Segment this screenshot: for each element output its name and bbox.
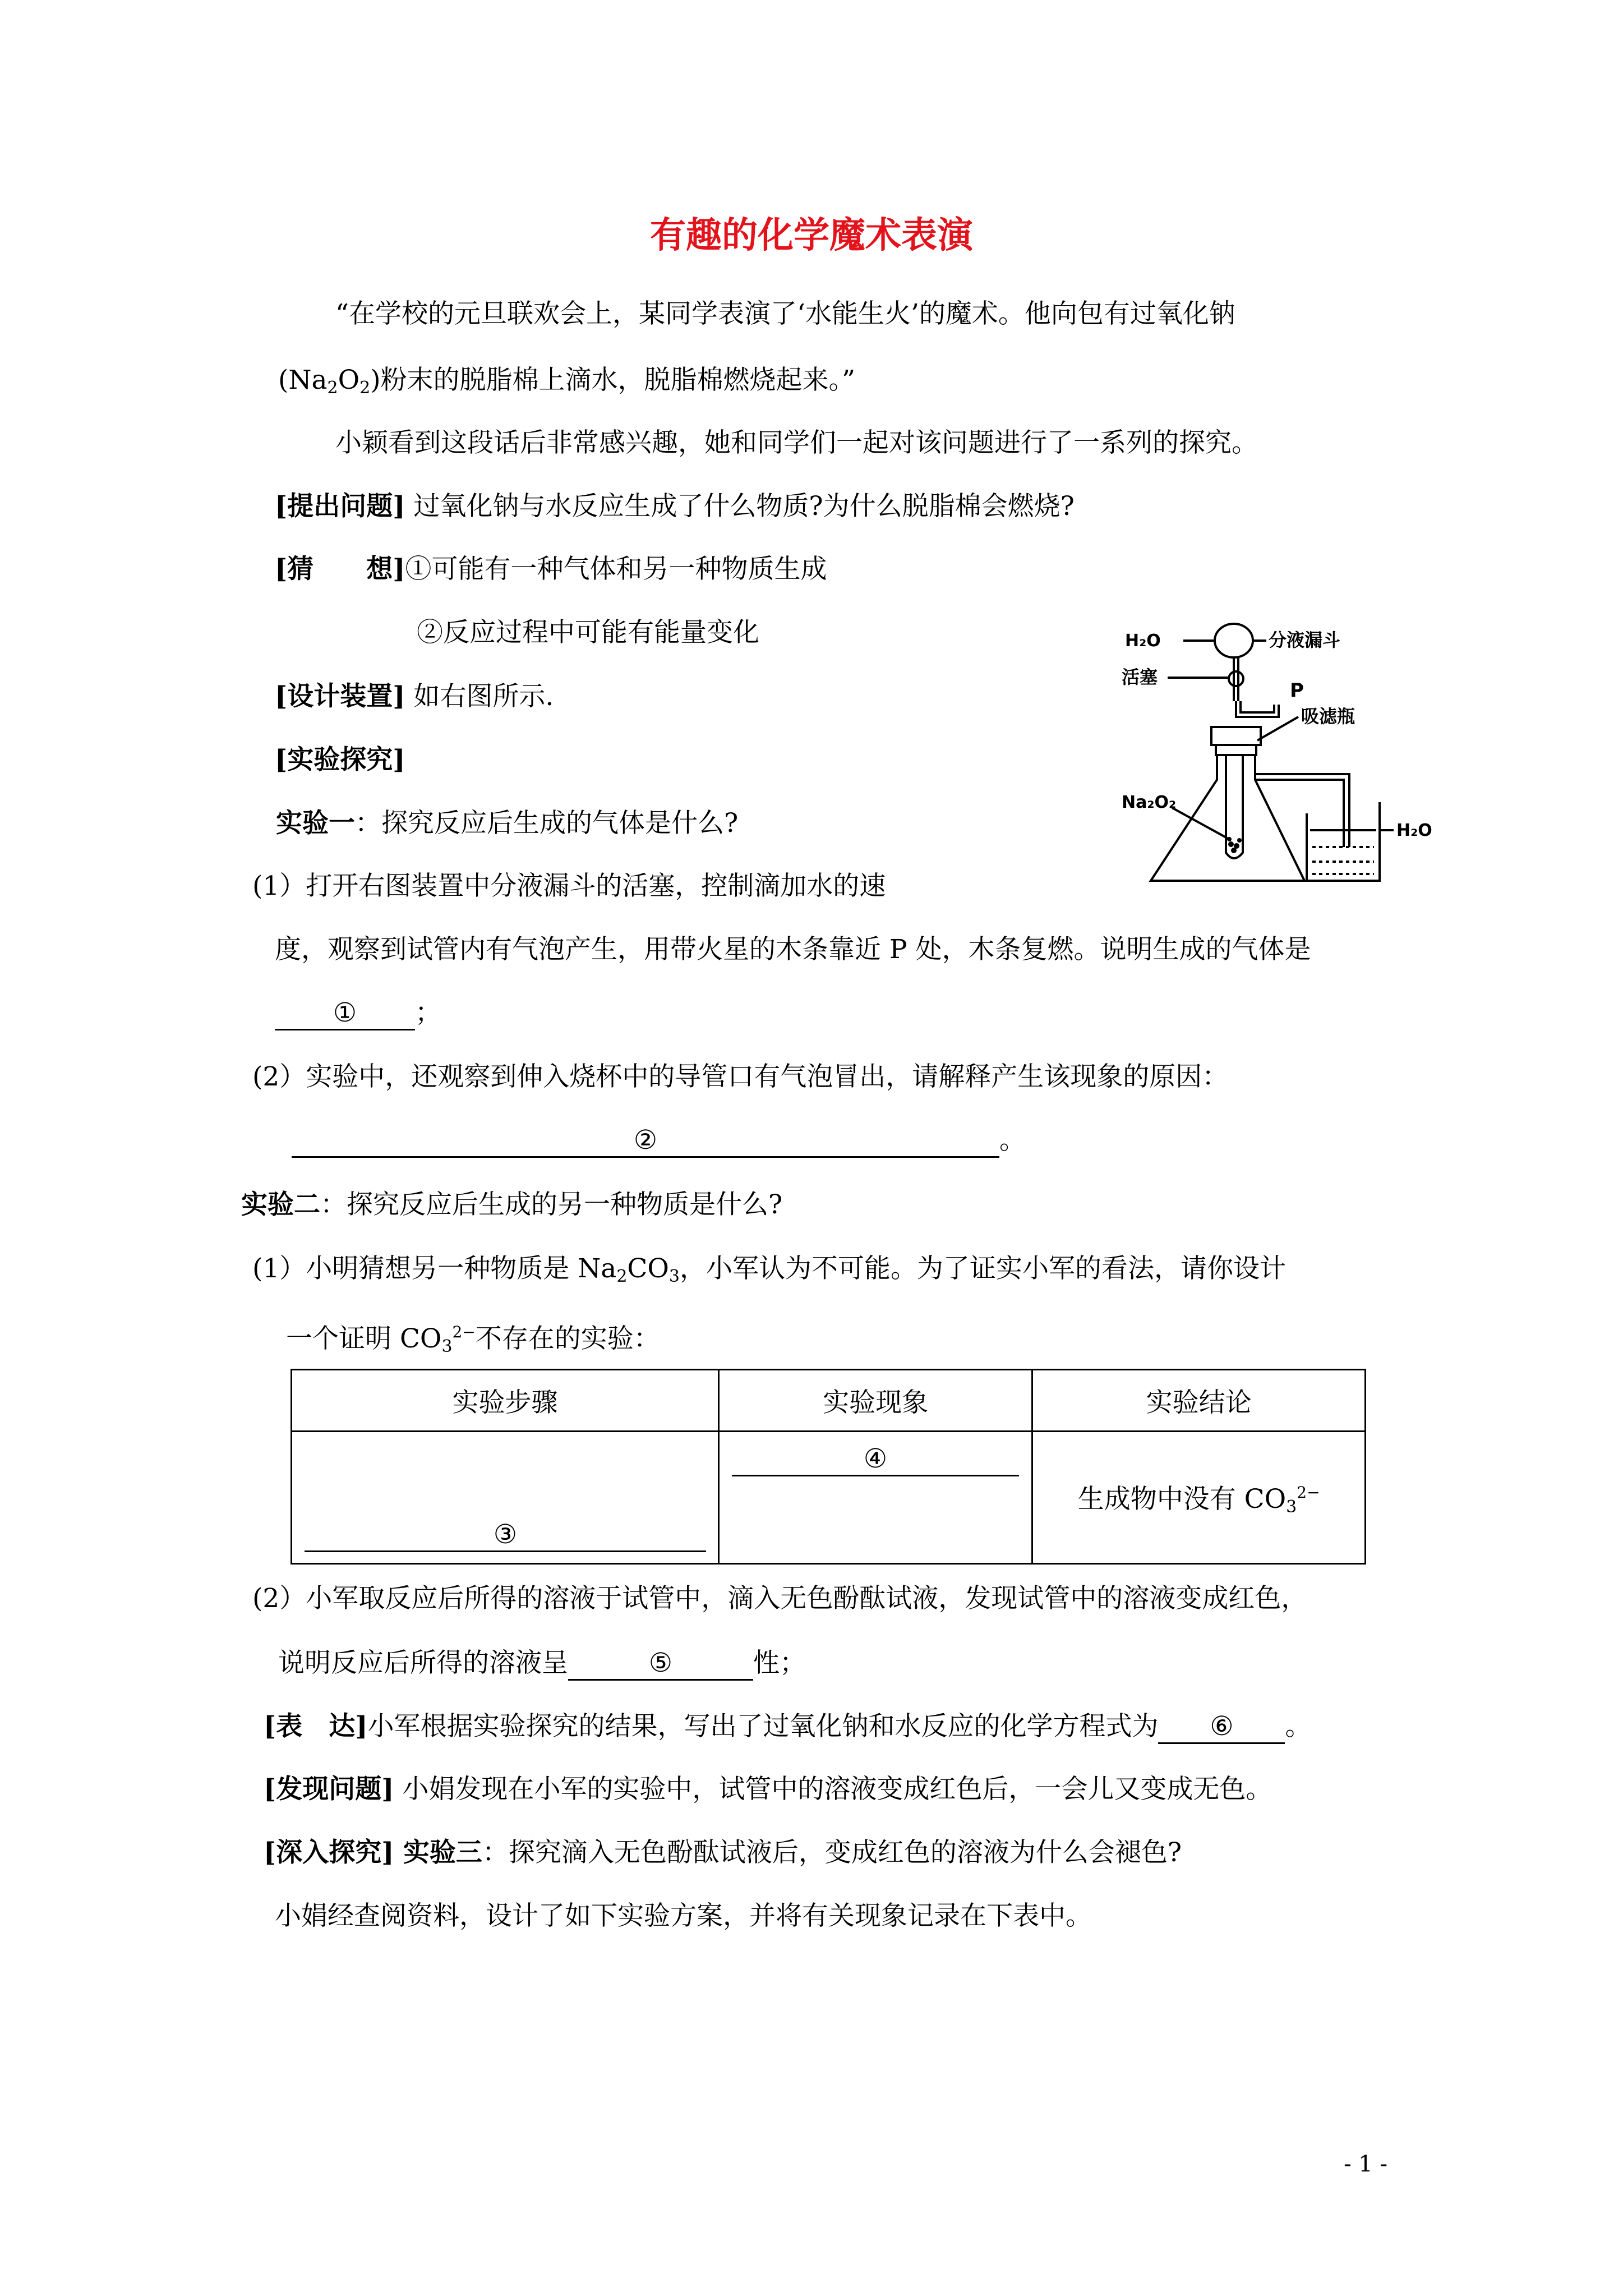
funnel-bulb: [1215, 624, 1253, 657]
exp1-step1-line2: 度，观察到试管内有气泡产生，用带火星的木条靠近 P 处，木条复燃。说明生成的气体是: [275, 934, 1311, 965]
discover-line: [发现问题] 小娟发现在小军的实验中，试管中的溶液变成红色后，一会儿又变成无色。: [264, 1774, 1272, 1805]
answer-blank-4[interactable]: ④: [732, 1443, 1019, 1476]
exp2-step2-line1: (2）小军取反应后所得的溶液于试管中，滴入无色酚酞试液，发现试管中的溶液变成红色，: [252, 1583, 1308, 1614]
table-header-steps: 实验步骤: [292, 1370, 719, 1432]
label-p: P: [1290, 679, 1304, 702]
guess-line-1: [猜 想]①可能有一种气体和另一种物质生成: [275, 554, 827, 585]
exp1-blank2-line: ② 。: [292, 1124, 1026, 1158]
page-number: - 1 -: [1344, 2151, 1387, 2177]
label-flask: 吸滤瓶: [1301, 706, 1355, 727]
table-cell-conclusion: 生成物中没有 $CO_3^{2-}$: [1032, 1432, 1366, 1564]
deep-line: [深入探究] 实验三：探究滴入无色酚酞试液后，变成红色的溶液为什么会褪色?: [264, 1837, 1182, 1868]
explore-heading: [实验探究]: [275, 744, 405, 775]
label-h2o-right: H₂O: [1396, 821, 1432, 840]
question-line: [提出问题] 过氧化钠与水反应生成了什么物质?为什么脱脂棉会燃烧?: [275, 491, 1075, 522]
exp2-step1-line2: 一个证明 $CO_3^{2-}$不存在的实验：: [286, 1323, 660, 1356]
exp2-title: 实验二：探究反应后生成的另一种物质是什么?: [241, 1189, 783, 1220]
experiment-table: [291, 1369, 1366, 1565]
intro-line-2: $(Na_2O_2)$粉末的脱脂棉上滴水，脱脂棉燃烧起来。”: [278, 365, 856, 398]
answer-blank-1[interactable]: ①: [275, 997, 415, 1030]
table-cell-steps: [292, 1432, 719, 1564]
label-h2o-top: H₂O: [1125, 631, 1161, 651]
stopcock-knob: [1229, 671, 1243, 686]
answer-blank-5[interactable]: ⑤: [568, 1648, 753, 1681]
table-header-conclusion: 实验结论: [1032, 1370, 1366, 1432]
express-line: [表 达]小军根据实验探究的结果，写出了过氧化钠和水反应的化学方程式为 ⑥ 。: [264, 1710, 1311, 1744]
answer-blank-2[interactable]: ②: [292, 1125, 999, 1158]
document-title: 有趣的化学魔术表演: [650, 214, 973, 256]
table-cell-phenomena: [718, 1432, 1032, 1564]
intro-line-3: 小颖看到这段话后非常感兴趣，她和同学们一起对该问题进行了一系列的探究。: [335, 427, 1258, 458]
answer-blank-3[interactable]: ③: [305, 1519, 706, 1552]
exp2-step1-line1: (1）小明猜想另一种物质是 $Na_2CO_3$，小军认为不可能。为了证实小军的看法，请你设计: [252, 1253, 1287, 1286]
label-funnel: 分液漏斗: [1269, 629, 1341, 651]
exp1-title: 实验一：探究反应后生成的气体是什么?: [276, 808, 739, 839]
exp1-blank1-line: ① ；: [275, 996, 441, 1030]
label-na2o2: Na₂O₂: [1122, 793, 1177, 812]
design-line: [设计装置] 如右图所示.: [275, 681, 554, 712]
table-header-phenomena: 实验现象: [718, 1370, 1032, 1432]
intro-line-1: “在学校的元旦联欢会上，某同学表演了‘水能生火’的魔术。他向包有过氧化钠: [335, 298, 1235, 329]
exp1-step1-line1: (1）打开右图装置中分液漏斗的活塞，控制滴加水的速: [252, 871, 886, 901]
test-tube: [1226, 755, 1243, 858]
answer-blank-6[interactable]: ⑥: [1158, 1711, 1285, 1744]
exp1-step2-line: (2）实验中，还观察到伸入烧杯中的导管口有气泡冒出，请解释产生该现象的原因：: [252, 1061, 1229, 1092]
exp2-step2-line2: 说明反应后所得的溶液呈 ⑤ 性；: [278, 1646, 806, 1681]
last-line: 小娟经查阅资料，设计了如下实验方案，并将有关现象记录在下表中。: [275, 1901, 1092, 1931]
guess-line-2: ②反应过程中可能有能量变化: [417, 617, 759, 648]
apparatus-diagram: [1116, 617, 1486, 892]
label-stopcock: 活塞: [1122, 666, 1158, 688]
